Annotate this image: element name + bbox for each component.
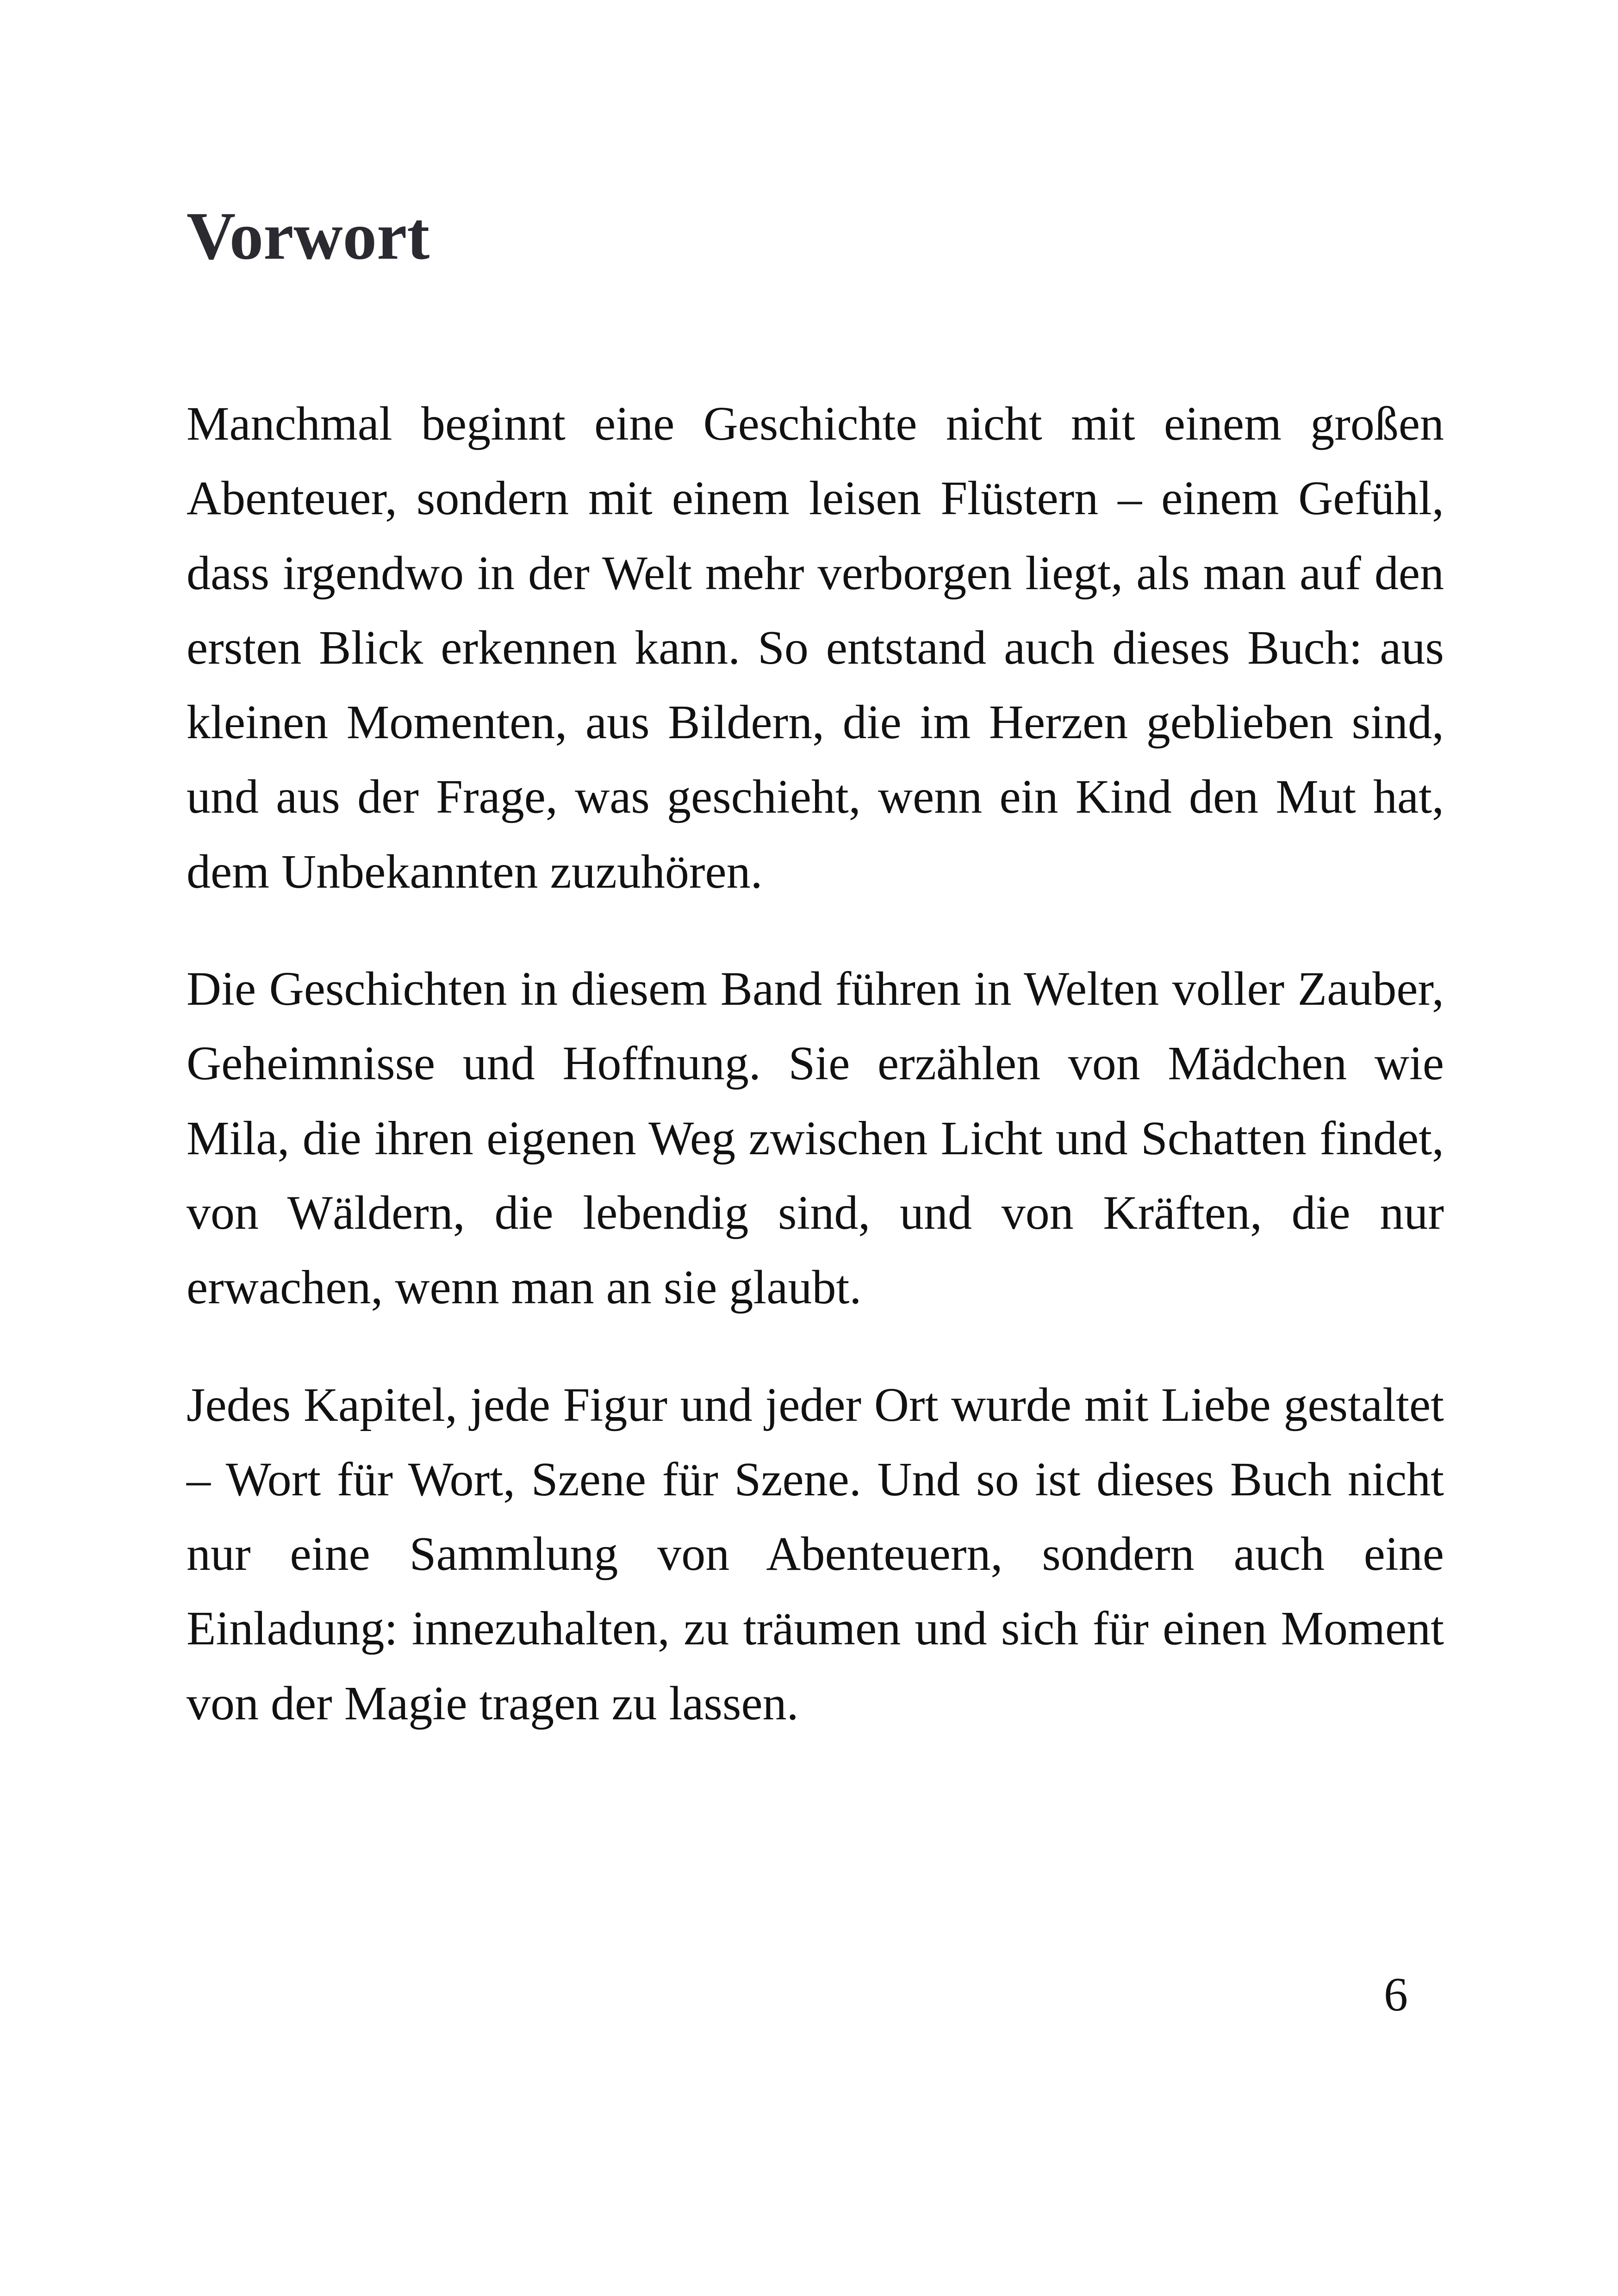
- chapter-title: Vorwort: [187, 198, 430, 274]
- paragraph-3: Jedes Kapitel, jede Figur und jeder Ort wurde mit Liebe gestaltet – Wort für Wort, Szene für Szene. Und so ist dieses Buch nicht nur eine Sammlung von Abenteuern, sondern auch eine Einladung: innezuhalten, zu träumen und sich für einen Moment von der Magie tragen zu lassen.: [187, 1378, 1444, 1730]
- paragraph-1: Manchmal beginnt eine Geschichte nicht mit einem großen Abenteuer, sondern mit einem leisen Flüstern – einem Gefühl, dass irgendwo in der Welt mehr verborgen liegt, als man auf den ersten Blick erkennen kann. So entstand auch dieses Buch: aus kleinen Momenten, aus Bildern, die im Herzen geblieben sind, und aus der Frage, was geschieht, wenn ein Kind den Mut hat, dem Unbekannten zuzuhören.: [187, 397, 1444, 898]
- paragraph-2: Die Geschichten in diesem Band führen in Welten voller Zauber, Geheimnisse und Hoffnung. Sie erzählen von Mädchen wie Mila, die ihren eigenen Weg zwischen Licht und Schatten findet, von Wäldern, die lebendig sind, und von Kräften, die nur erwachen, wenn man an sie glaubt.: [187, 962, 1444, 1314]
- body-text: [187, 386, 1444, 1783]
- page-number: 6: [1384, 1968, 1408, 2021]
